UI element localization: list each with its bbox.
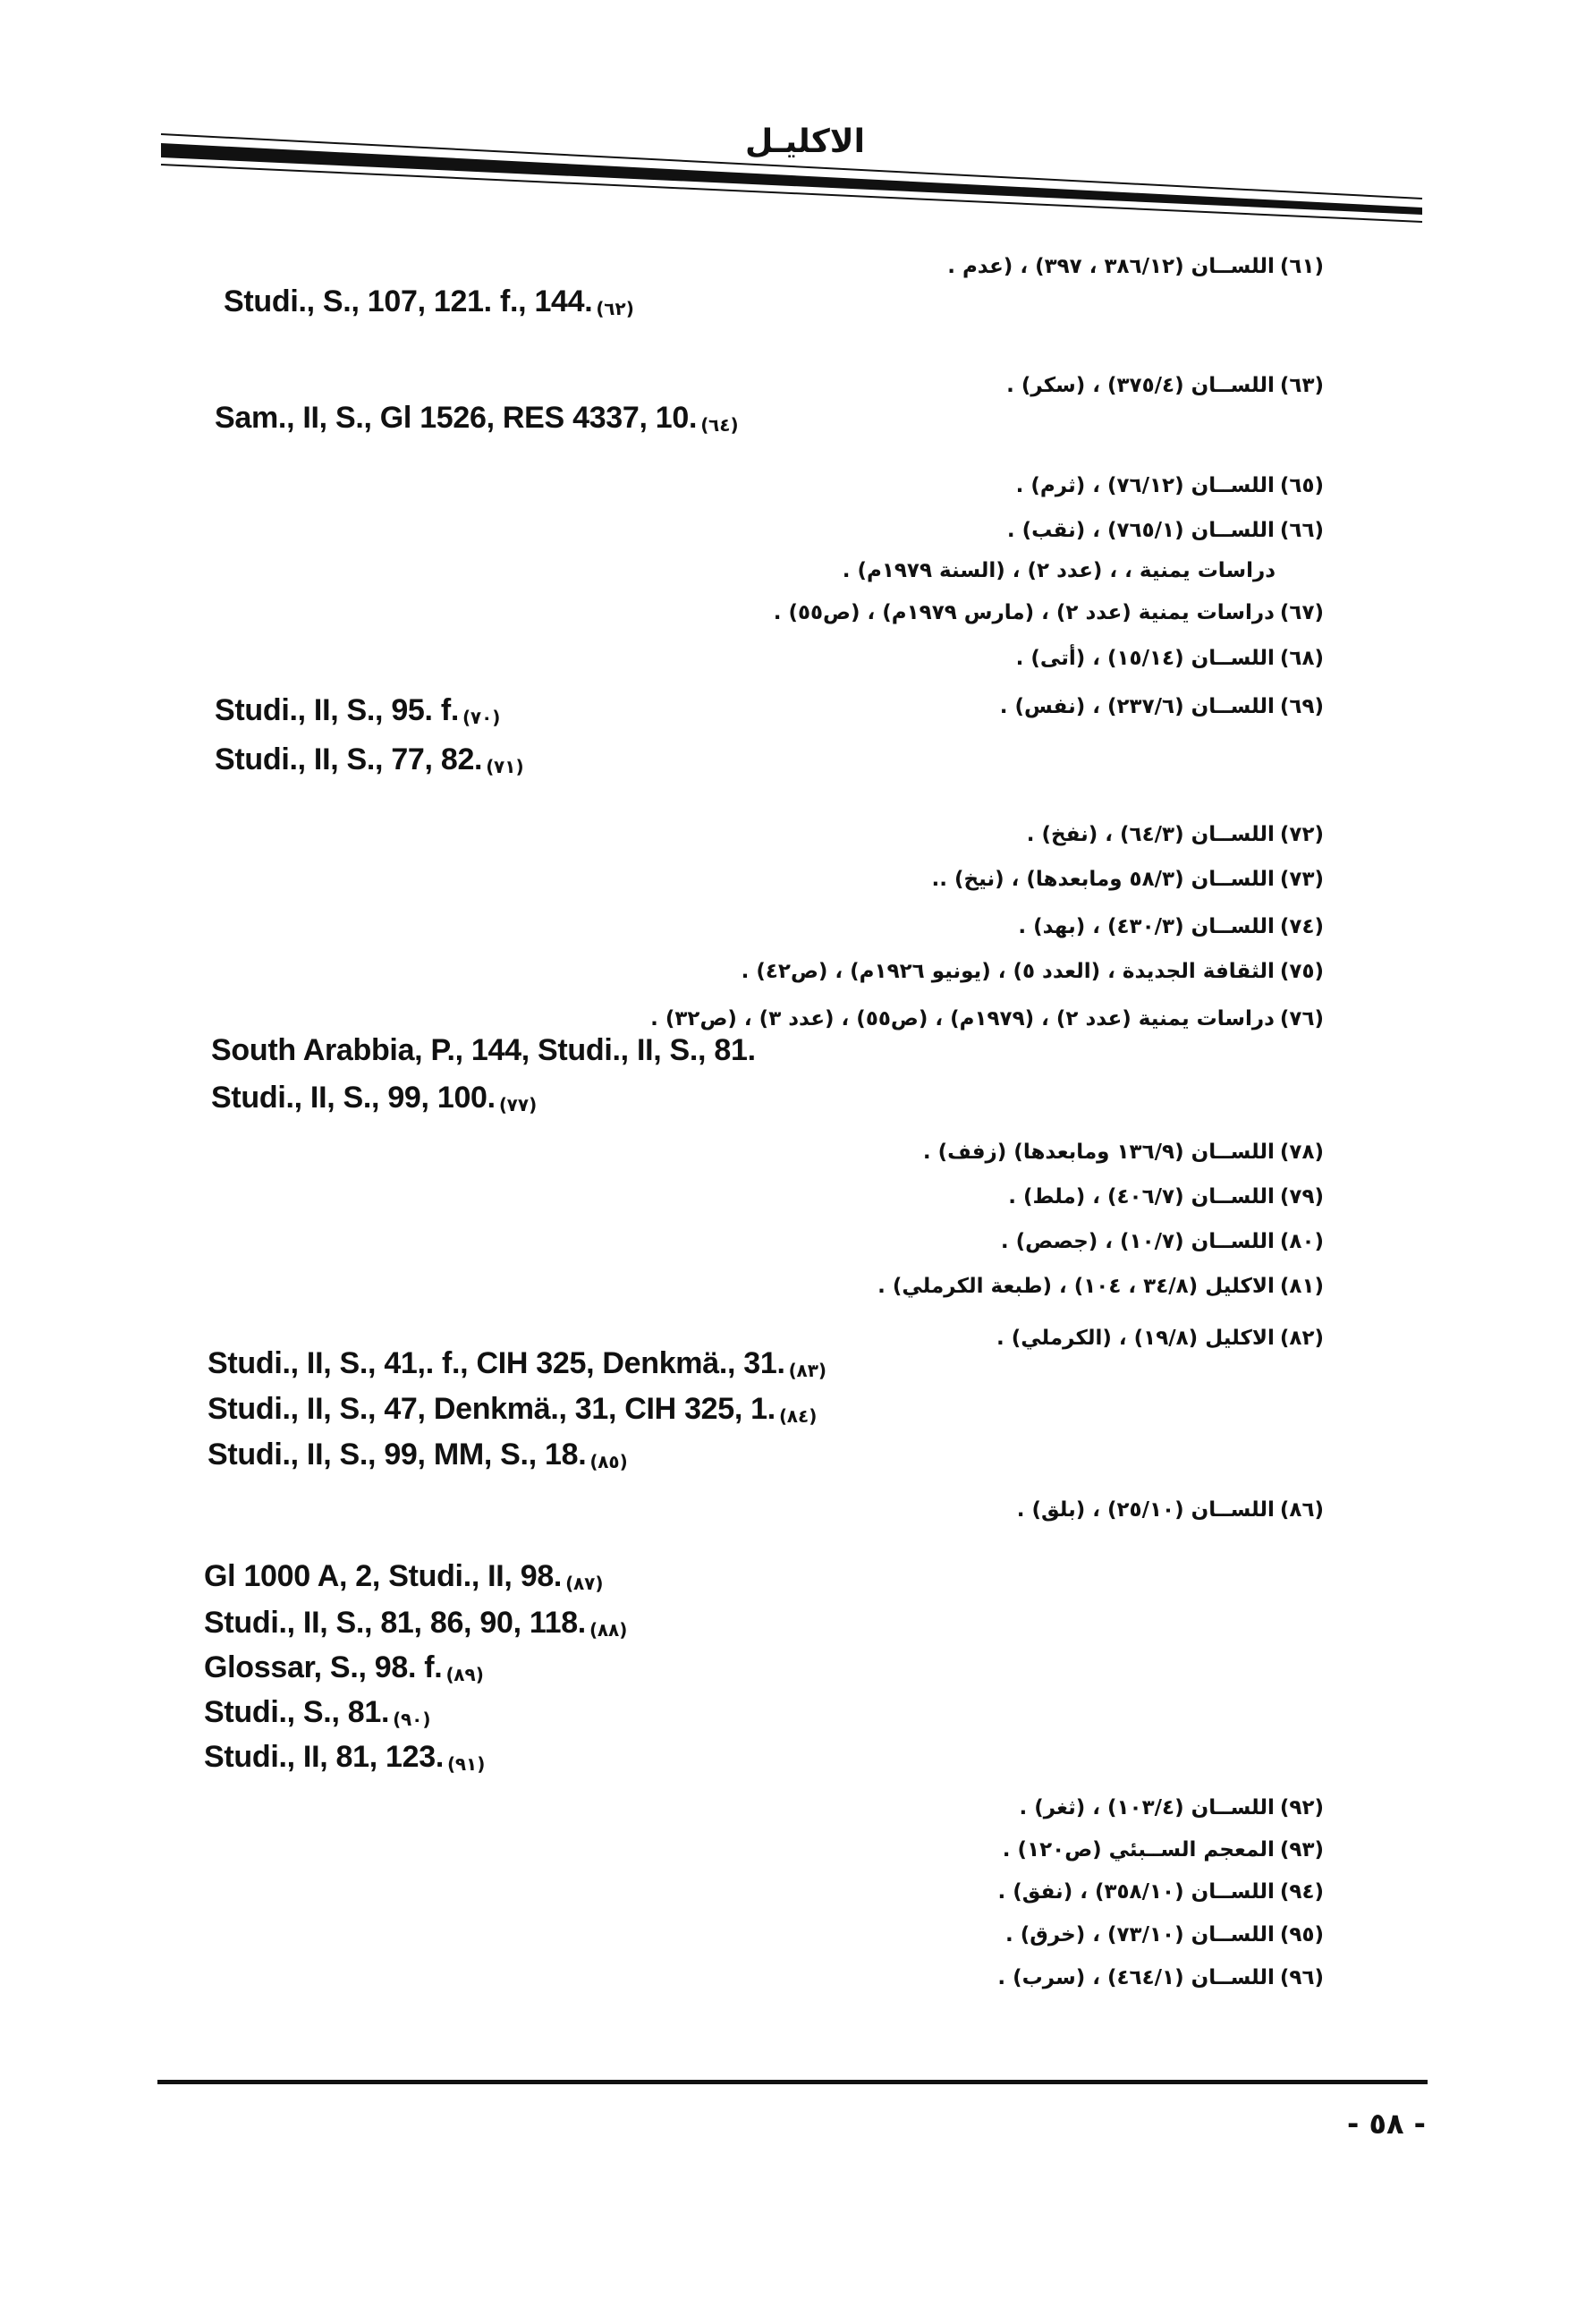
arabic-note-78 — [923, 1141, 1324, 1164]
arabic-note-75 — [742, 960, 1324, 983]
note-text: اللســان (١٠/٧) ، (جصص) . — [1000, 1230, 1275, 1253]
note-number: (٨١) — [1279, 1275, 1324, 1298]
note-number: (٦٨) — [1279, 647, 1324, 670]
note-number: (٧٢) — [1279, 823, 1324, 846]
note-number: (٨٤) — [778, 1405, 818, 1427]
note-text: اللســان (٣٧٥/٤) ، (سكر) . — [1006, 374, 1275, 397]
note-number: (٩٣) — [1279, 1838, 1324, 1862]
arabic-note-96 — [997, 1966, 1324, 1989]
note-number: (٦٩) — [1279, 695, 1324, 718]
note-number: (٦١) — [1279, 255, 1324, 278]
note-text: اللســان (٣٨٦/١٢ ، ٣٩٧) ، (عدم . — [947, 255, 1275, 278]
note-text: اللســان (١٠٣/٤) ، (ثغر) . — [1019, 1796, 1275, 1819]
arabic-note-79 — [1008, 1185, 1324, 1209]
latin-note-84 — [208, 1392, 817, 1427]
note-number: (٧٨) — [1279, 1141, 1324, 1164]
note-text: Sam., II, S., Gl 1526, RES 4337, 10. — [215, 401, 698, 435]
note-text: Studi., S., 107, 121. f., 144. — [224, 284, 593, 318]
arabic-note-61 — [947, 255, 1324, 278]
note-text: Studi., II, S., 47, Denkmä., 31, CIH 325, 1. — [208, 1392, 776, 1426]
note-number: (٨٦) — [1279, 1498, 1324, 1522]
arabic-note-82 — [996, 1327, 1324, 1350]
latin-note-83 — [208, 1346, 826, 1381]
note-number: (٩٤) — [1279, 1880, 1324, 1904]
arabic-note-93 — [1003, 1838, 1324, 1862]
note-text: الثقافة الجديدة ، (العدد ٥) ، (يونيو ١٩٢٦م) ، (ص٤٢) . — [741, 960, 1275, 983]
note-text: دراسات يمنية (عدد ٢) ، (مارس ١٩٧٩م) ، (ص٥٥) . — [773, 601, 1275, 624]
note-text: اللســان (١٥/١٤) ، (أتى) . — [1015, 647, 1275, 670]
arabic-note-67 — [774, 601, 1324, 624]
latin-note-90 — [204, 1695, 430, 1730]
note-number: (٨٢) — [1279, 1327, 1324, 1350]
header-rule-thin-bottom — [161, 165, 1422, 222]
latin-note-89 — [204, 1650, 484, 1685]
note-number: (٦٢) — [596, 298, 634, 319]
page-header-title: الاكليـل — [745, 123, 865, 160]
note-text: الاكليل (١٩/٨) ، (الكرملي) . — [996, 1327, 1275, 1350]
arabic-note-68 — [1016, 647, 1324, 670]
latin-note-64 — [215, 401, 738, 436]
latin-note-70 — [215, 693, 500, 728]
arabic-note-73 — [932, 868, 1325, 891]
note-text: Studi., II, S., 41,. f., CIH 325, Denkmä., 31. — [208, 1346, 785, 1380]
note-number: (٦٦) — [1279, 519, 1324, 542]
latin-note-71 — [215, 742, 523, 777]
note-text: اللســان (٧٣/١٠) ، (خرق) . — [1005, 1923, 1275, 1947]
latin-note-87 — [204, 1559, 603, 1594]
note-number: (٧٠) — [462, 707, 501, 728]
note-number: (٨٧) — [565, 1573, 604, 1594]
note-text: اللســان (٢٣٧/٦) ، (نفس) . — [999, 695, 1275, 718]
note-text: Studi., II, S., 77, 82. — [215, 742, 483, 776]
note-text: Studi., II, S., 81, 86, 90, 118. — [204, 1606, 586, 1640]
note-number: (٧٣) — [1279, 868, 1324, 891]
note-text: Studi., S., 81. — [204, 1695, 390, 1729]
note-number: (٦٥) — [1279, 474, 1324, 497]
note-number: (٨٩) — [445, 1664, 484, 1685]
note-number: (٨٠) — [1279, 1230, 1324, 1253]
arabic-note-94 — [998, 1880, 1324, 1904]
note-number: (٧١) — [486, 756, 524, 777]
note-number: (٧٩) — [1279, 1185, 1324, 1209]
note-text: دراسات يمنية (عدد ٢) ، (١٩٧٩م) ، (ص٥٥) ، (عدد ٣) ، (ص٣٢) . — [650, 1007, 1275, 1031]
arabic-note-76 — [650, 1007, 1324, 1031]
note-text: اللســان (٦٤/٣) ، (نفخ) . — [1026, 823, 1275, 846]
latin-note-91 — [204, 1740, 485, 1775]
note-text: المعجم الســبئي (ص١٢٠) . — [1002, 1838, 1275, 1862]
arabic-note-69 — [1000, 695, 1324, 718]
arabic-note-80 — [1001, 1230, 1324, 1253]
note-text: الاكليل (٣٤/٨ ، ١٠٤) ، (طبعة الكرملي) . — [877, 1275, 1275, 1298]
note-number: (٧٦) — [1279, 1007, 1324, 1031]
note-text: اللســان (٤٦٤/١) ، (سرب) . — [997, 1966, 1275, 1989]
latin-note-85 — [208, 1438, 627, 1472]
note-text: South Arabbia, P., 144, Studi., II, S., 81. — [211, 1033, 756, 1067]
page-number: - ٥٨ - — [1347, 2107, 1426, 2141]
note-number: (٦٣) — [1279, 374, 1324, 397]
note-number: (٩٦) — [1279, 1966, 1324, 1989]
note-number: (٩٥) — [1279, 1923, 1324, 1947]
note-number: (٦٤) — [700, 414, 739, 436]
note-text: اللســان (٤٠٦/٧) ، (ملط) . — [1008, 1185, 1275, 1209]
footer-rule — [157, 2080, 1428, 2084]
note-text: اللســان (٢٥/١٠) ، (بلق) . — [1016, 1498, 1275, 1522]
arabic-note-95 — [1005, 1923, 1324, 1947]
note-text: اللســان (٥٨/٣ ومابعدها) ، (نيخ) .. — [931, 868, 1275, 891]
note-number: (٧٥) — [1279, 960, 1324, 983]
latin-note-77-line-1 — [211, 1033, 759, 1068]
arabic-note-66-continued — [843, 559, 1281, 582]
header-rules — [0, 0, 1585, 233]
note-text: Studi., II, S., 99, 100. — [211, 1081, 496, 1115]
note-number: (٦٧) — [1279, 601, 1324, 624]
latin-note-88 — [204, 1606, 627, 1641]
arabic-note-66 — [1007, 519, 1324, 542]
arabic-note-63 — [1006, 374, 1324, 397]
latin-note-62 — [224, 284, 634, 319]
note-number: (٩١) — [447, 1753, 486, 1775]
note-number: (٨٣) — [788, 1360, 826, 1381]
note-text: Studi., II, S., 99, MM, S., 18. — [208, 1438, 587, 1472]
latin-note-77 — [211, 1081, 537, 1115]
note-number: (٩٢) — [1279, 1796, 1324, 1819]
note-number: (٩٠) — [393, 1709, 431, 1730]
note-number: (٧٧) — [498, 1094, 537, 1115]
note-text: Studi., II, S., 95. f. — [215, 693, 460, 727]
note-text: اللســان (٧٦٥/١) ، (نقب) . — [1006, 519, 1275, 542]
note-text: Gl 1000 A, 2, Studi., II, 98. — [204, 1559, 563, 1593]
note-text: Studi., II, 81, 123. — [204, 1740, 444, 1774]
arabic-note-86 — [1017, 1498, 1324, 1522]
note-number: (٨٥) — [589, 1451, 628, 1472]
note-number: (٧٤) — [1279, 915, 1324, 938]
note-number: (٨٨) — [589, 1619, 628, 1641]
note-text: اللســان (٣٥٨/١٠) ، (نفق) . — [997, 1880, 1275, 1904]
arabic-note-74 — [1018, 915, 1324, 938]
note-text: اللســان (١٣٦/٩ ومابعدها) (زفف) . — [922, 1141, 1275, 1164]
note-text: Glossar, S., 98. f. — [204, 1650, 443, 1684]
arabic-note-72 — [1027, 823, 1324, 846]
arabic-note-65 — [1016, 474, 1324, 497]
note-text: دراسات يمنية ، ، (عدد ٢) ، (السنة ١٩٧٩م) . — [842, 559, 1276, 582]
arabic-note-81 — [877, 1275, 1324, 1298]
arabic-note-92 — [1020, 1796, 1324, 1819]
note-text: اللســان (٤٣٠/٣) ، (بهد) . — [1018, 915, 1275, 938]
note-text: اللســان (٧٦/١٢) ، (ثرم) . — [1015, 474, 1275, 497]
